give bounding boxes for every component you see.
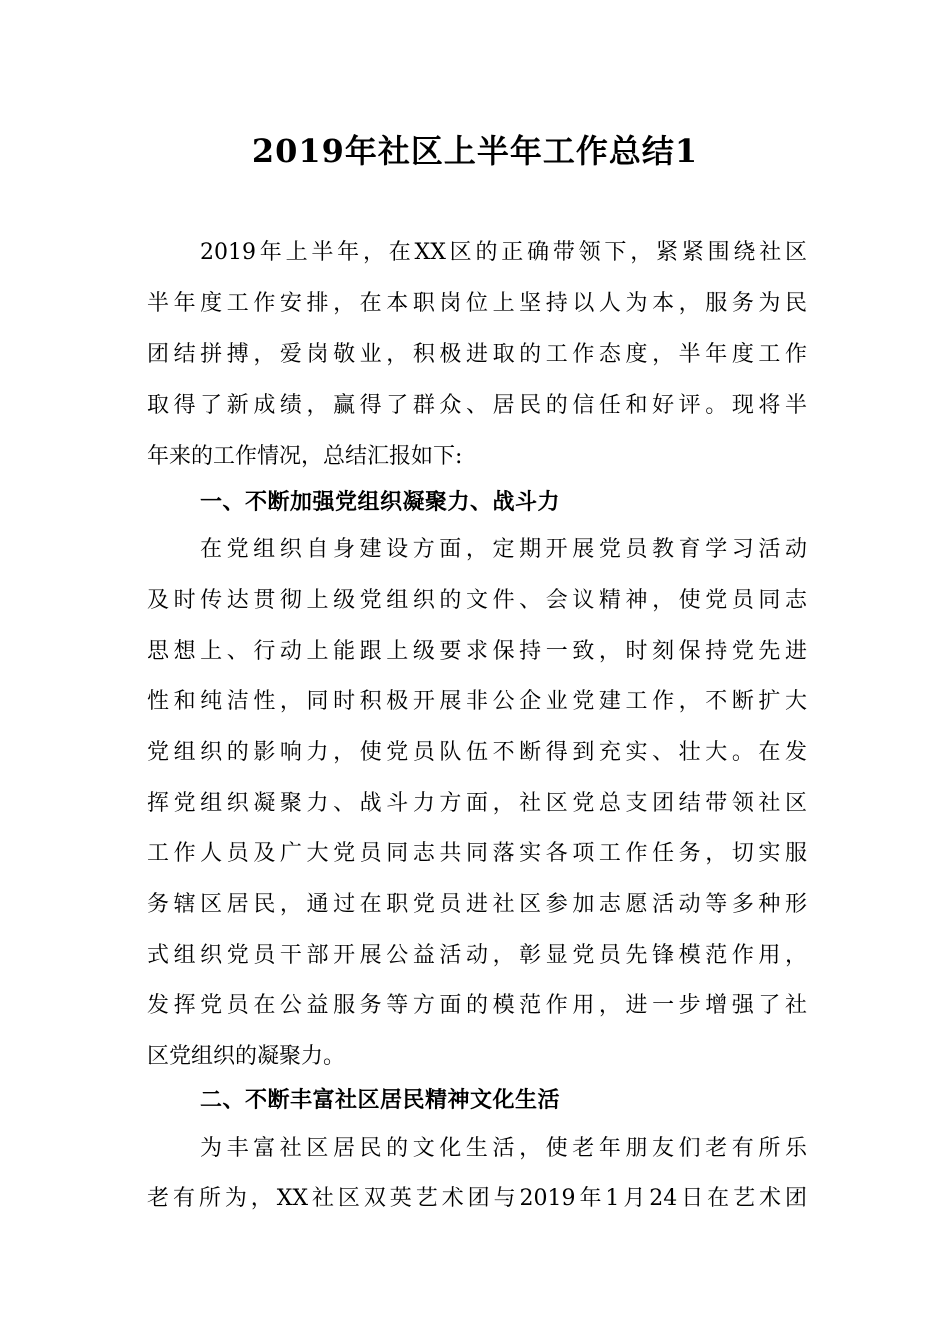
intro-line: 取得了新成绩，赢得了群众、居民的信任和好评。现将半	[147, 393, 807, 418]
section1-line: 挥党组织凝聚力、战斗力方面，社区党总支团结带领社区	[147, 791, 807, 816]
section2-line: 为丰富社区居民的文化生活，使老年朋友们老有所乐	[200, 1136, 807, 1161]
intro-line: 半年度工作安排，在本职岗位上坚持以人为本，服务为民	[147, 291, 807, 316]
intro-line: 2019年上半年，在XX区的正确带领下，紧紧围绕社区	[200, 240, 807, 265]
section1-line: 务辖区居民，通过在职党员进社区参加志愿活动等多种形	[147, 892, 807, 917]
document-title: 2019年社区上半年工作总结1	[251, 132, 699, 170]
section1-line: 在党组织自身建设方面，定期开展党员教育学习活动	[200, 537, 807, 562]
section1-line: 工作人员及广大党员同志共同落实各项工作任务，切实服	[147, 841, 807, 866]
section1-heading: 一、不断加强党组织凝聚力、战斗力	[200, 489, 561, 515]
section1-line: 思想上、行动上能跟上级要求保持一致，时刻保持党先进	[147, 639, 807, 664]
section1-line: 发挥党员在公益服务等方面的模范作用，进一步增强了社	[147, 993, 807, 1018]
section1-line: 式组织党员干部开展公益活动，彰显党员先锋模范作用，	[147, 943, 807, 968]
section2-line: 老有所为，XX社区双英艺术团与2019年1月24日在艺术团	[147, 1186, 807, 1211]
intro-line: 团结拼搏，爱岗敬业，积极进取的工作态度，半年度工作	[147, 342, 807, 367]
section1-line: 及时传达贯彻上级党组织的文件、会议精神，使党员同志	[147, 588, 807, 613]
section1-line: 区党组织的凝聚力。	[147, 1044, 346, 1069]
section1-line: 党组织的影响力，使党员队伍不断得到充实、壮大。在发	[147, 740, 807, 765]
section1-line: 性和纯洁性，同时积极开展非公企业党建工作，不断扩大	[147, 689, 807, 714]
intro-line: 年来的工作情况，总结汇报如下:	[147, 444, 463, 469]
section2-heading: 二、不断丰富社区居民精神文化生活	[200, 1087, 561, 1113]
